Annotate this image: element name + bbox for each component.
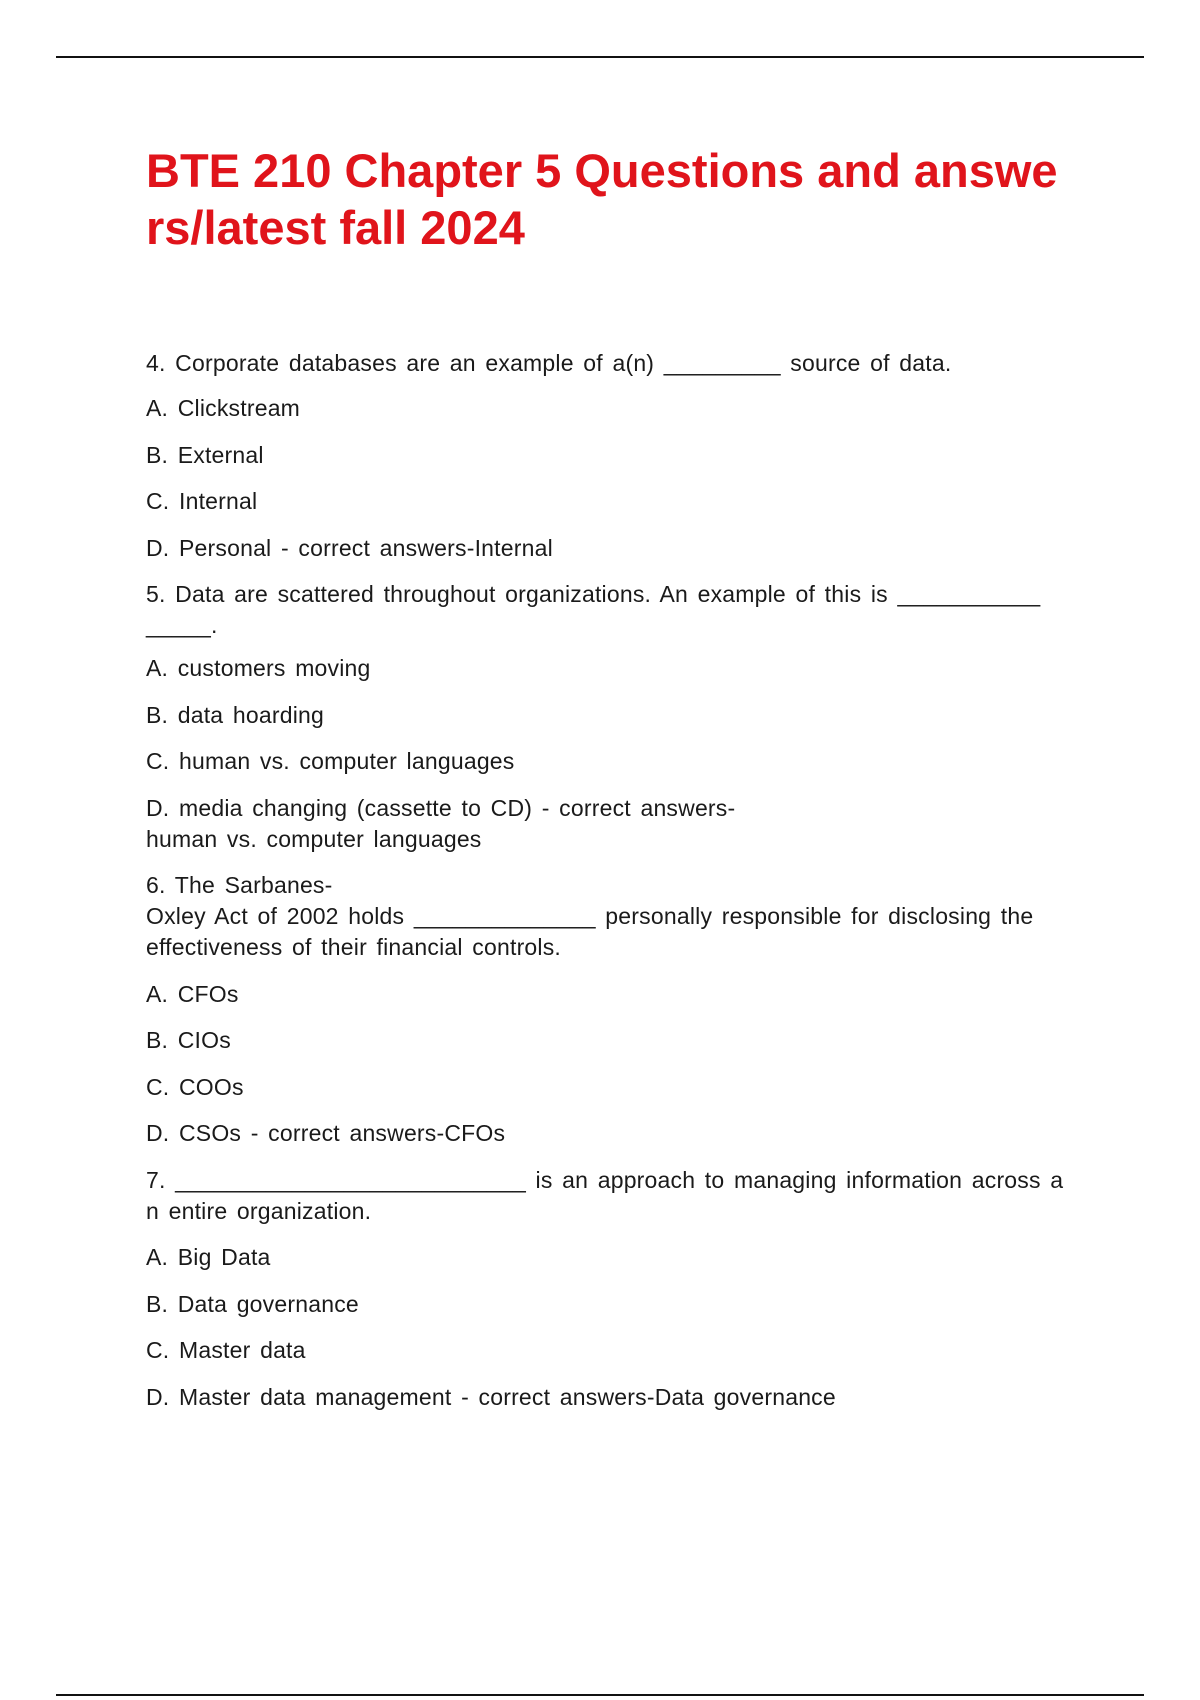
document-title-line-1: BTE 210 Chapter 5 Questions and answe	[146, 144, 1058, 197]
answer-option-c: C. Master data	[146, 1337, 306, 1363]
answer-option-d-with-correct-answer	[146, 793, 1088, 855]
answer-option-d-with-correct-answer: D. CSOs - correct answers-CFOs	[146, 1120, 506, 1146]
question-stem: 4. Corporate databases are an example of a(n) _________ source of data.	[146, 350, 952, 376]
answer-option-a: A. customers moving	[146, 655, 371, 681]
question-6	[146, 870, 1088, 1149]
document-title	[146, 142, 1086, 256]
question-stem-line-1: 5. Data are scattered throughout organizations. An example of this is ___________	[146, 581, 1041, 607]
answer-option-d-with-correct-answer: D. Personal - correct answers-Internal	[146, 534, 553, 561]
header-rule	[56, 56, 1144, 58]
answer-option-d-with-correct-answer: D. Master data management - correct answers-Data governance	[146, 1383, 836, 1410]
answer-option-b: B. External	[146, 441, 264, 468]
question-stem-line-2: Oxley Act of 2002 holds ______________ personally responsible for disclosing the	[146, 903, 1034, 929]
answer-option-d-line-1: D. media changing (cassette to CD) - correct answers-	[146, 794, 736, 821]
answer-option-b: B. Data governance	[146, 1290, 359, 1317]
document-title-line-2: rs/latest fall 2024	[146, 201, 525, 254]
question-stem-line-2: _____.	[146, 612, 218, 638]
answer-option-c: C. COOs	[146, 1073, 244, 1100]
question-stem-line-3: effectiveness of their financial controls.	[146, 934, 562, 960]
answer-option-b: B. CIOs	[146, 1027, 231, 1053]
answer-option-b: B. data hoarding	[146, 701, 324, 728]
question-stem-line-2: n entire organization.	[146, 1197, 372, 1224]
question-5	[146, 579, 1088, 855]
answer-option-d-line-2: human vs. computer languages	[146, 825, 482, 852]
question-7	[146, 1165, 1088, 1413]
question-stem-line-1: 7. ___________________________ is an approach to managing information across a	[146, 1166, 1064, 1193]
question-stem-line-1: 6. The Sarbanes-	[146, 872, 333, 898]
footer-rule	[56, 1694, 1144, 1696]
answer-option-a: A. Clickstream	[146, 395, 301, 421]
answer-option-a: A. CFOs	[146, 980, 239, 1007]
answer-option-a: A. Big Data	[146, 1244, 271, 1270]
answer-option-c: C. Internal	[146, 488, 258, 514]
question-stem	[146, 579, 1088, 641]
question-stem	[146, 1165, 1088, 1227]
question-4	[146, 348, 1088, 564]
question-list	[146, 348, 1088, 1428]
answer-option-c: C. human vs. computer languages	[146, 748, 515, 774]
question-stem	[146, 870, 1088, 963]
